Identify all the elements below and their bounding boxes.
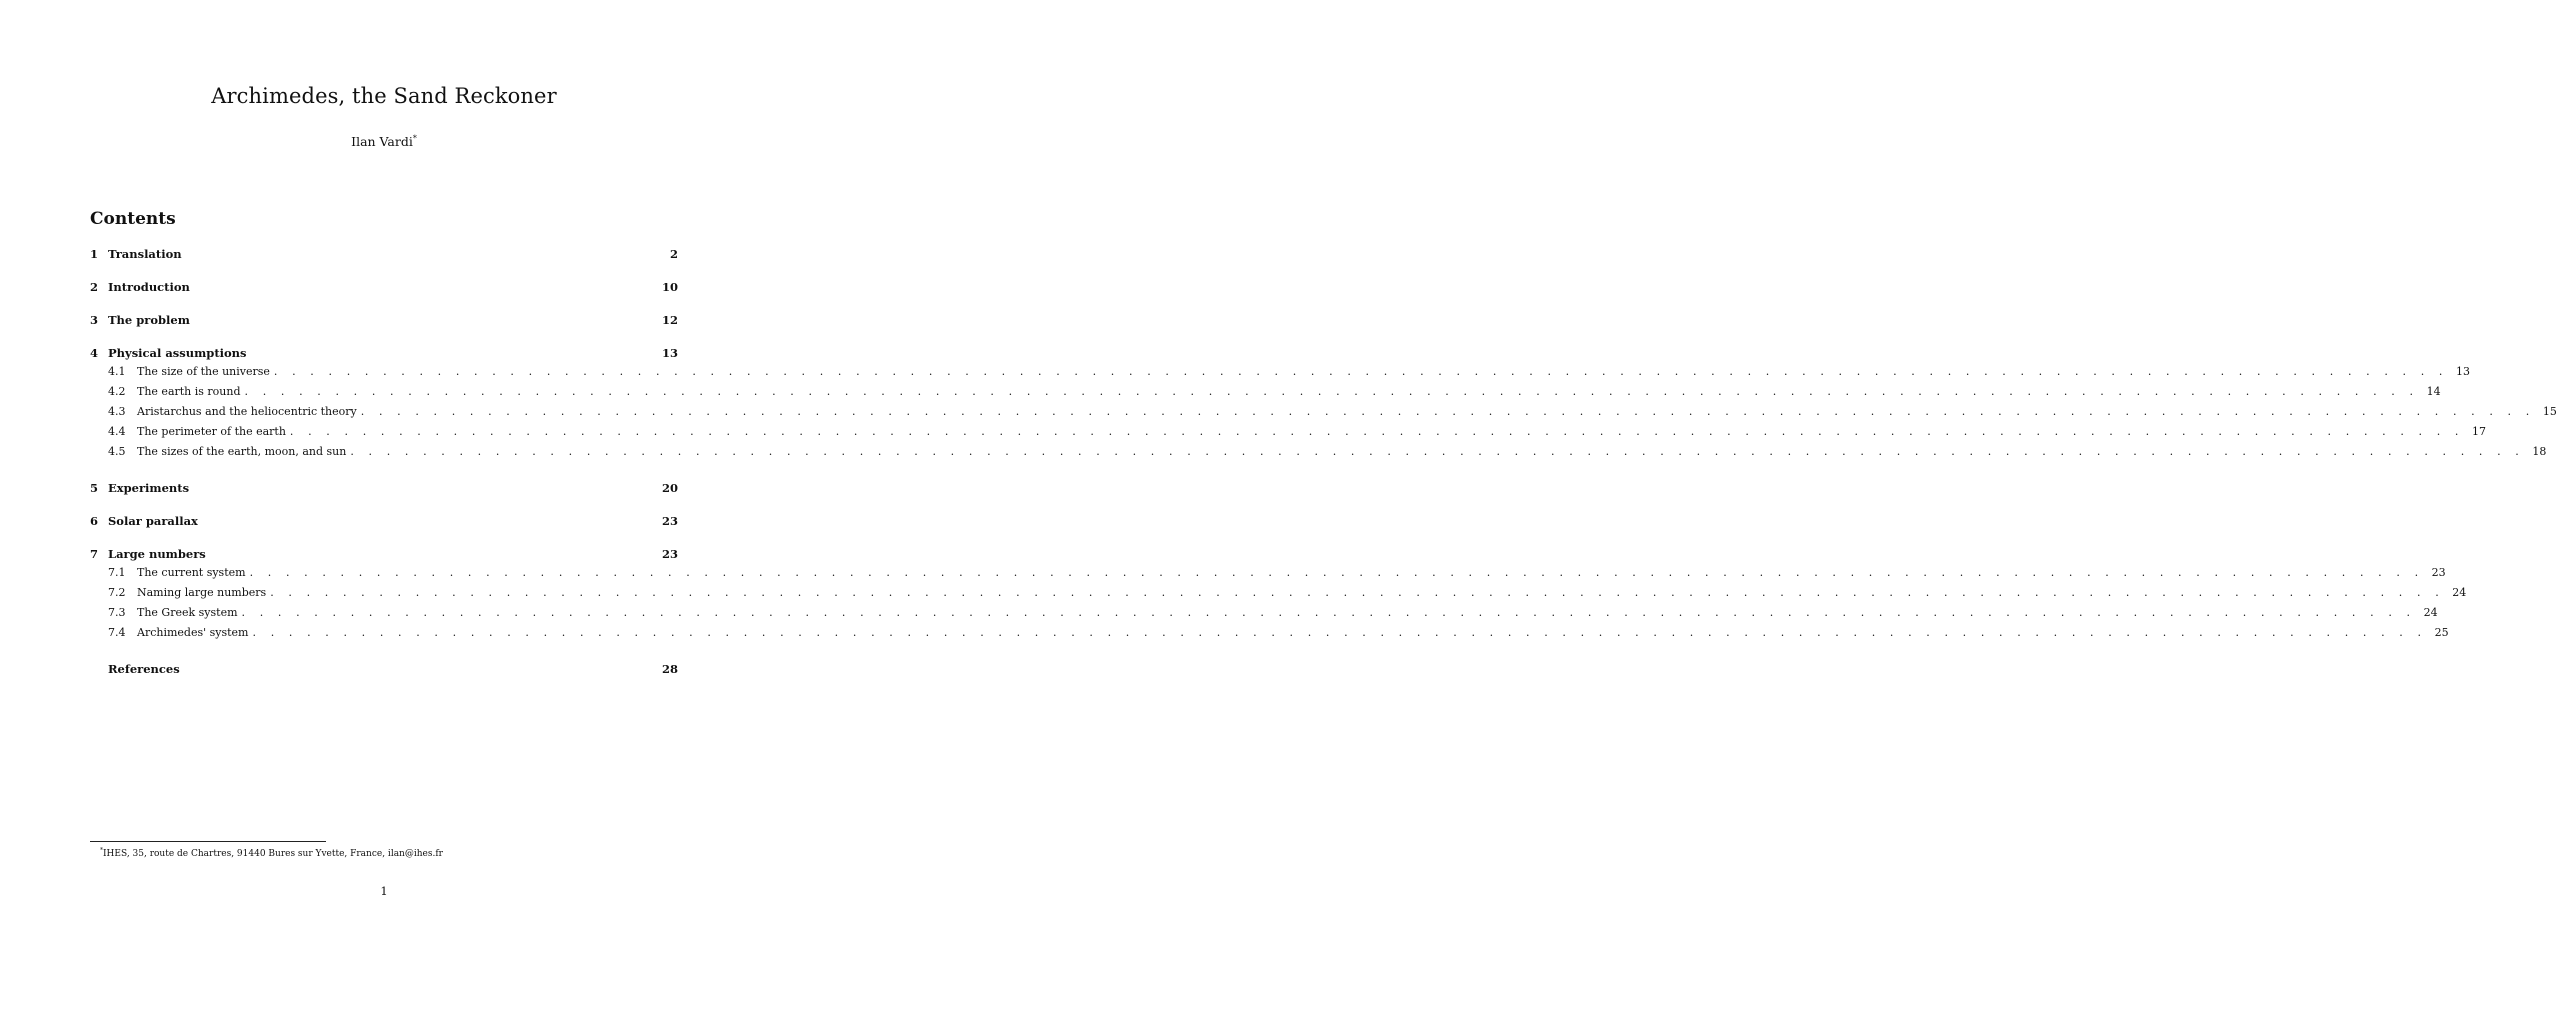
toc-entry[interactable] (90, 280, 678, 297)
toc-entry-number: 1 (90, 247, 99, 261)
toc-subentry-number: 7.2 (108, 586, 126, 599)
footnote-mark: * (100, 847, 103, 854)
toc-entry-page: 20 (661, 481, 678, 495)
table-of-contents (90, 247, 2557, 695)
toc-subentry-title: The perimeter of the earth (137, 425, 286, 438)
toc-entry-number: 4 (90, 346, 99, 360)
toc-subentry-number: 7.3 (108, 606, 126, 619)
toc-subentry-page: 18 (2532, 445, 2547, 458)
toc-entry-title: Physical assumptions (108, 346, 247, 360)
toc-entry-page: 23 (661, 547, 678, 561)
toc-entry[interactable] (90, 247, 678, 264)
toc-entry[interactable] (90, 662, 678, 679)
footnote-rule (90, 841, 326, 842)
toc-subentry-title: Archimedes' system (137, 626, 249, 639)
toc-entry-number: 3 (90, 313, 99, 327)
toc-subentry[interactable] (90, 365, 2471, 385)
toc-entry-number: 6 (90, 514, 99, 528)
toc-entry[interactable] (90, 346, 678, 363)
toc-subentry-title: The sizes of the earth, moon, and sun (137, 445, 347, 458)
toc-dot-leader: . . . . . . . . . . . . . . . . . . . . . . . . . . . . . . . . . . . . . . . . . . . . . . . . . . . . . . . . . . . . . . . . . . . . . . . . . . . . . . . . . . . . . . . . . . . . . . . . . . . . . . . . . . . . . . . . . . . . . . . . (249, 566, 2424, 579)
toc-subentry-page: 24 (2423, 606, 2438, 619)
toc-dot-leader: . . . . . . . . . . . . . . . . . . . . . . . . . . . . . . . . . . . . . . . . . . . . . . . . . . . . . . . . . . . . . . . . . . . . . . . . . . . . . . . . . . . . . . . . . . . . . . . . . . . . . . . . . . . . . . . . . . . . . . . . (360, 405, 2535, 418)
toc-subentry-page: 24 (2452, 586, 2467, 599)
toc-entry-title: Large numbers (108, 547, 206, 561)
toc-entry[interactable] (90, 547, 678, 564)
toc-dot-leader: . . . . . . . . . . . . . . . . . . . . . . . . . . . . . . . . . . . . . . . . . . . . . . . . . . . . . . . . . . . . . . . . . . . . . . . . . . . . . . . . . . . . . . . . . . . . . . . . . . . . . . . . . . . . . . . . . . . . . . . . (350, 445, 2525, 458)
toc-dot-leader: . . . . . . . . . . . . . . . . . . . . . . . . . . . . . . . . . . . . . . . . . . . . . . . . . . . . . . . . . . . . . . . . . . . . . . . . . . . . . . . . . . . . . . . . . . . . . . . . . . . . . . . . . . . . . . . . . . . . . . . . (270, 586, 2445, 599)
toc-subentry-title: The current system (137, 566, 246, 579)
toc-section (90, 247, 678, 264)
toc-section (90, 547, 2467, 646)
toc-entry-title: The problem (108, 313, 190, 327)
toc-dot-leader: . . . . . . . . . . . . . . . . . . . . . . . . . . . . . . . . . . . . . . . . . . . . . . . . . . . . . . . . . . . . . . . . . . . . . . . . . . . . . . . . . . . . . . . . . . . . . . . . . . . . . . . . . . . . . . . . . . . . . . . . (252, 626, 2427, 639)
toc-subentry-page: 13 (2456, 365, 2471, 378)
toc-subentry-page: 23 (2431, 566, 2446, 579)
toc-subentry[interactable] (90, 586, 2467, 606)
toc-entry-number: 7 (90, 547, 99, 561)
toc-subentry-page: 17 (2472, 425, 2487, 438)
toc-subentry-title: The Greek system (137, 606, 238, 619)
toc-entry-page: 28 (661, 662, 678, 676)
toc-entry[interactable] (90, 313, 678, 330)
toc-subentry-page: 25 (2434, 626, 2449, 639)
toc-entry-title: Translation (108, 247, 182, 261)
toc-subentry-number: 4.2 (108, 385, 126, 398)
toc-dot-leader: . . . . . . . . . . . . . . . . . . . . . . . . . . . . . . . . . . . . . . . . . . . . . . . . . . . . . . . . . . . . . . . . . . . . . . . . . . . . . . . . . . . . . . . . . . . . . . . . . . . . . . . . . . . . . . . . . . . . . . . . (273, 365, 2449, 378)
toc-entry[interactable] (90, 481, 678, 498)
toc-entry-number: 5 (90, 481, 99, 495)
toc-section (90, 346, 2557, 465)
toc-entry-page: 10 (661, 280, 678, 294)
footnote (100, 847, 443, 859)
author-line (0, 134, 768, 149)
contents-heading: Contents (90, 209, 176, 229)
toc-section (90, 481, 678, 498)
toc-dot-leader: . . . . . . . . . . . . . . . . . . . . . . . . . . . . . . . . . . . . . . . . . . . . . . . . . . . . . . . . . . . . . . . . . . . . . . . . . . . . . . . . . . . . . . . . . . . . . . . . . . . . . . . . . . . . . . . . . . . . . . . . (289, 425, 2465, 438)
toc-section (90, 280, 678, 297)
toc-subentry[interactable] (90, 606, 2438, 626)
toc-subentry-number: 4.3 (108, 405, 126, 418)
toc-subentry[interactable] (90, 626, 2449, 646)
toc-subentry[interactable] (90, 385, 2441, 405)
toc-subentry-title: The size of the universe (137, 365, 270, 378)
toc-subentry-title: Naming large numbers (137, 586, 267, 599)
page-number: 1 (380, 884, 388, 898)
toc-section (90, 313, 678, 330)
toc-subentry-title: The earth is round (137, 385, 241, 398)
toc-entry-title: References (108, 662, 180, 676)
toc-subentry-number: 7.4 (108, 626, 126, 639)
toc-entry-page: 12 (661, 313, 678, 327)
toc-entry-title: Solar parallax (108, 514, 198, 528)
toc-subentry[interactable] (90, 405, 2557, 425)
toc-section (90, 514, 678, 531)
toc-section (90, 662, 678, 679)
toc-dot-leader: . . . . . . . . . . . . . . . . . . . . . . . . . . . . . . . . . . . . . . . . . . . . . . . . . . . . . . . . . . . . . . . . . . . . . . . . . . . . . . . . . . . . . . . . . . . . . . . . . . . . . . . . . . . . . . . . . . . . . . . . (244, 385, 2419, 398)
toc-entry-page: 13 (661, 346, 678, 360)
toc-entry-page: 23 (661, 514, 678, 528)
toc-subentry-number: 4.4 (108, 425, 126, 438)
toc-subentry-number: 7.1 (108, 566, 126, 579)
author-footnote-mark: * (412, 134, 417, 143)
toc-dot-leader: . . . . . . . . . . . . . . . . . . . . . . . . . . . . . . . . . . . . . . . . . . . . . . . . . . . . . . . . . . . . . . . . . . . . . . . . . . . . . . . . . . . . . . . . . . . . . . . . . . . . . . . . . . . . . . . . . . . . . . . . (241, 606, 2416, 619)
toc-subentry-title: Aristarchus and the heliocentric theory (137, 405, 357, 418)
toc-subentry-page: 15 (2542, 405, 2557, 418)
toc-entry-number: 2 (90, 280, 99, 294)
toc-subentry-number: 4.5 (108, 445, 126, 458)
author-name: Ilan Vardi (351, 134, 413, 150)
toc-subentry-number: 4.1 (108, 365, 126, 378)
toc-entry-page: 2 (669, 247, 678, 261)
toc-entry-title: Experiments (108, 481, 190, 495)
toc-subentry[interactable] (90, 425, 2487, 445)
toc-subentry[interactable] (90, 566, 2446, 586)
paper-title: Archimedes, the Sand Reckoner (211, 84, 557, 108)
toc-subentry-page: 14 (2426, 385, 2441, 398)
footnote-text: IHES, 35, route de Chartres, 91440 Bures sur Yvette, France, ilan@ihes.fr (103, 849, 443, 859)
toc-entry-title: Introduction (108, 280, 190, 294)
toc-subentry[interactable] (90, 445, 2547, 465)
toc-entry[interactable] (90, 514, 678, 531)
